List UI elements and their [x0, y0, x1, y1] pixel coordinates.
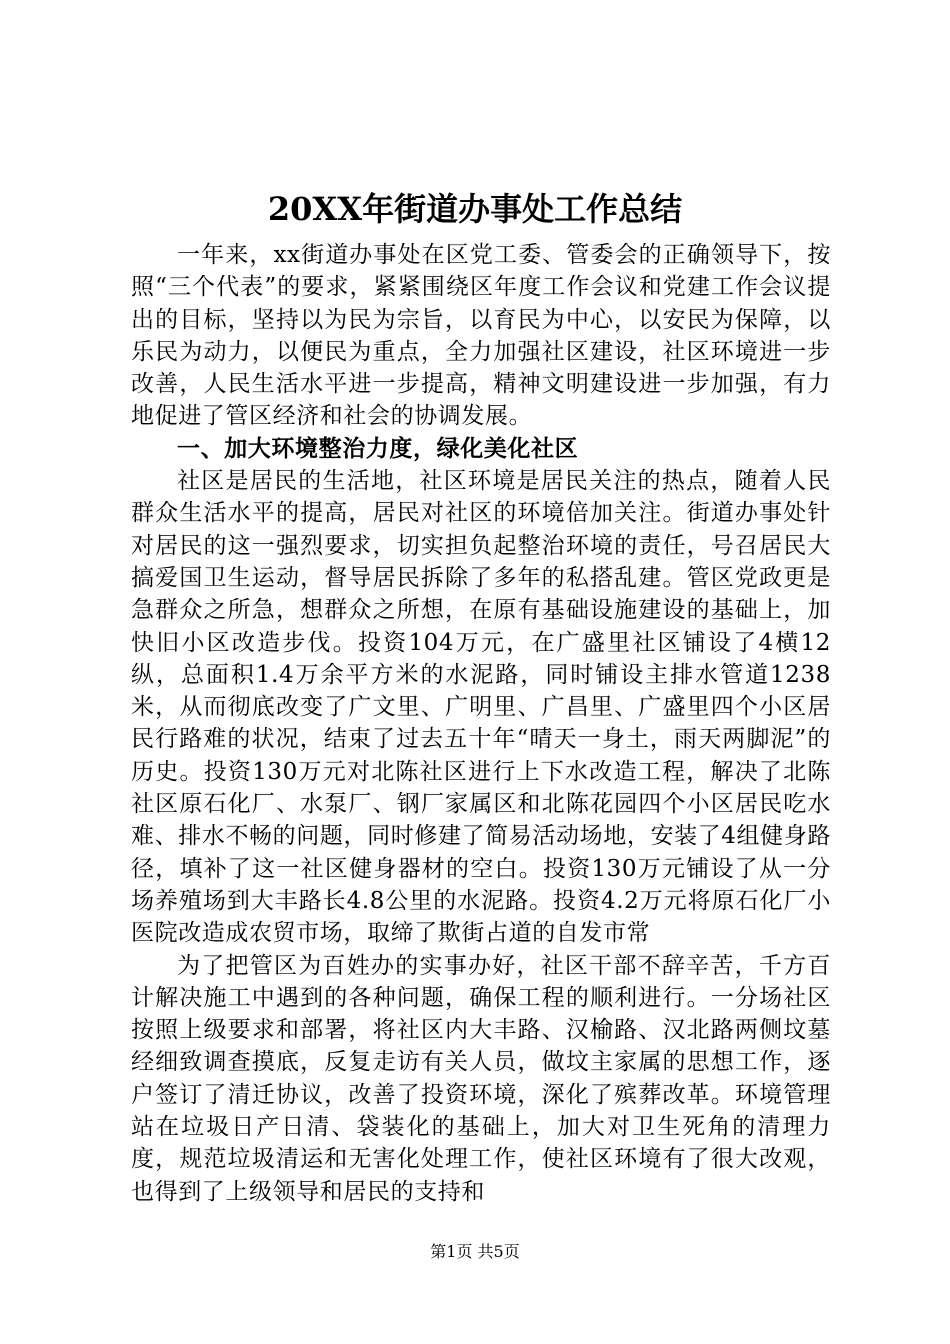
body-paragraph: 社区是居民的生活地，社区环境是居民关注的热点，随着人民群众生活水平的提高，居民对社区的环境倍加关注。街道办事处针对居民的这一强烈要求，切实担负起整治环境的责任，号召居民大搞爱国卫生运动，督导居民拆除了多年的私搭乱建。管区党政更是急群众之所急，想群众之所想，在原有基础设施建设的基础上，加快旧小区改造步伐。投资104万元，在广盛里社区铺设了4横12纵，总面积1.4万余平方米的水泥路，同时铺设主排水管道1238米，从而彻底改变了广文里、广明里、广昌里、广盛里四个小区居民行路难的状况，结束了过去五十年“晴天一身土，雨天两脚泥”的历史。投资130万元对北陈社区进行上下水改造工程，解决了北陈社区原石化厂、水泵厂、钢厂家属区和北陈花园四个小区居民吃水难、排水不畅的问题，同时修建了简易活动场地，安装了4组健身路径，填补了这一社区健身器材的空白。投资130万元铺设了从一分场养殖场到大丰路长4.8公里的水泥路。投资4.2万元将原石化厂小医院改造成农贸市场，取缔了欺街占道的自发市常 — [131, 468, 831, 947]
intro-paragraph: 一年来，xx街道办事处在区党工委、管委会的正确领导下，按照“三个代表”的要求，紧紧围绕区年度工作会议和党建工作会议提出的目标，坚持以为民为宗旨，以育民为中心，以安民为保障，以乐民为动力，以便民为重点，全力加强社区建设，社区环境进一步改善，人民生活水平进一步提高，精神文明建设进一步加强，有力地促进了管区经济和社会的协调发展。 — [131, 242, 831, 430]
page-number: 第1页 共5页 — [430, 1242, 520, 1261]
document-body — [131, 239, 831, 1208]
document-title: 20XX年街道办事处工作总结 — [267, 190, 683, 228]
body-paragraph: 为了把管区为百姓办的实事办好，社区干部不辞辛苦，千方百计解决施工中遇到的各种问题，确保工程的顺利进行。一分场社区按照上级要求和部署，将社区内大丰路、汉榆路、汉北路两侧坟墓经细致调查摸底，反复走访有关人员，做坟主家属的思想工作，逐户签订了清迁协议，改善了投资环境，深化了殡葬改革。环境管理站在垃圾日产日清、袋装化的基础上，加大对卫生死角的清理力度，规范垃圾清运和无害化处理工作，使社区环境有了很大改观，也得到了上级领导和居民的支持和 — [131, 952, 831, 1205]
section-heading: 一、加大环境整治力度，绿化美化社区 — [177, 434, 579, 462]
